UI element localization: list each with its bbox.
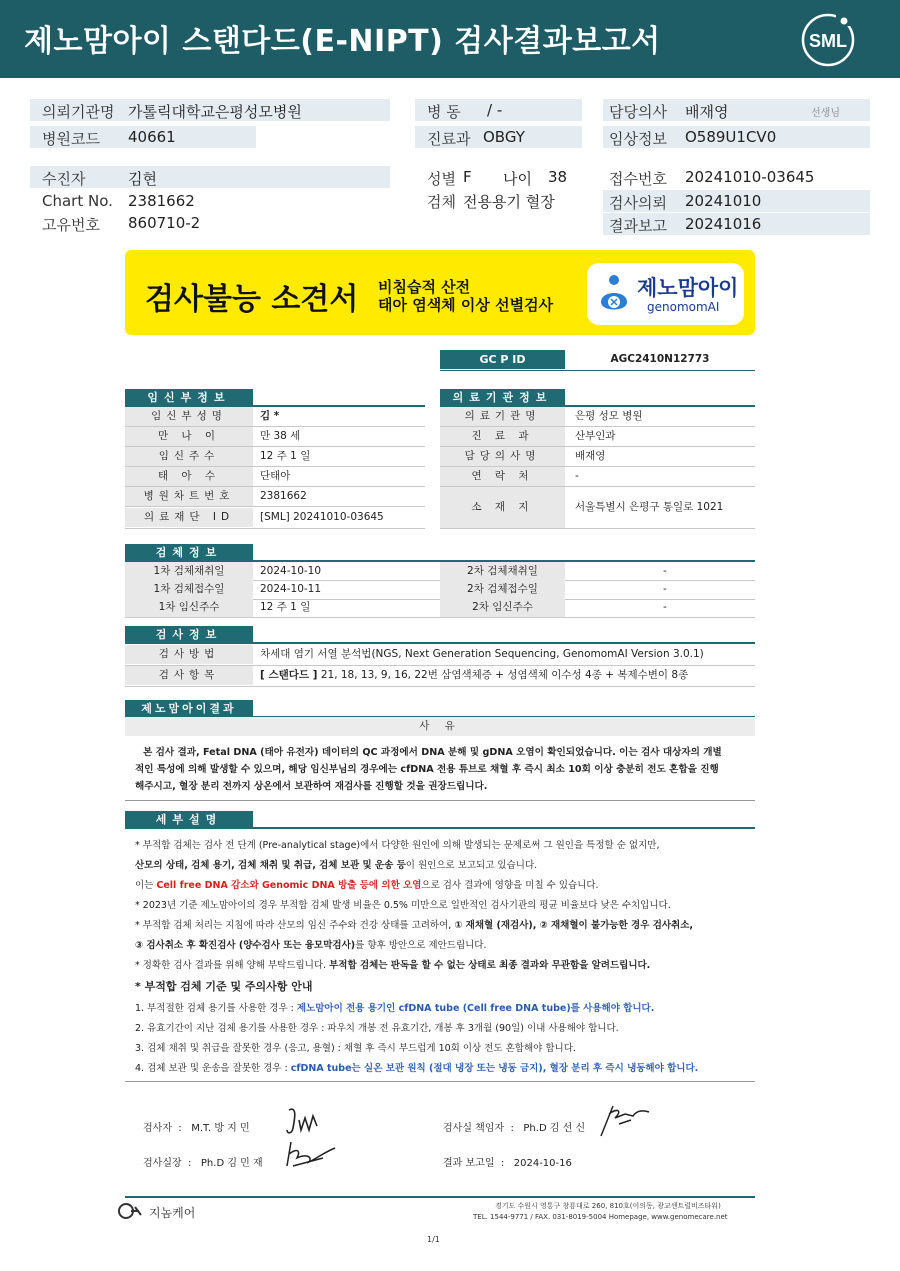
sml-logo [800, 12, 856, 68]
footer-address: 경기도 수원시 영통구 창룡대로 260, 810호(이의동, 광교센트럴비즈타워) [495, 1202, 721, 1210]
result-line-1: 본 검사 결과, Fetal DNA (태아 유전자) 데이터의 QC 과정에서 DNA 분해 및 gDNA 오염이 확인되었습니다. 이는 검사 대상자의 개별 [143, 747, 722, 758]
report-date-field: 결과보고 20241016 [603, 213, 870, 235]
details-header: 세부설명 [125, 811, 253, 828]
result-line-2: 적인 특성에 의해 발생할 수 있으며, 해당 임신부님의 경우에는 cfDNA 전용 튜브로 채혈 후 즉시 최소 10회 이상 충분히 전도 혼합을 진행 [135, 764, 719, 775]
responsible-signature [597, 1100, 653, 1140]
chart-no-field: Chart No. 2381662 [42, 192, 195, 210]
department-field: 진료과 OBGY [415, 126, 582, 148]
pregnant-info-header: 임신부정보 [125, 389, 253, 406]
ward-field: 병 동 / - [415, 99, 582, 121]
page-number: 1/1 [427, 1235, 440, 1244]
report-banner [125, 250, 755, 335]
banner-subtitle-2: 태아 염색체 이상 선별검사 [378, 296, 554, 314]
footer-contact: TEL. 1544-9771 / FAX. 031-8019-5004 Homepage, www.genomecare.net [473, 1213, 728, 1221]
lab-head-signature [283, 1136, 341, 1172]
examinee-field: 수진자 김현 [30, 166, 390, 188]
banner-title: 검사불능 소견서 [145, 282, 359, 317]
reason-label: 사 유 [125, 717, 755, 736]
hospital-code-field: 병원코드 40661 [30, 126, 256, 148]
receipt-no-field: 접수번호 20241010-03645 [609, 168, 815, 188]
genomom-logo-icon [595, 272, 633, 316]
gcpid-label: GC P ID [440, 350, 565, 369]
sex-age-field: 성별 F 나이 38 [427, 168, 568, 188]
medical-info-header: 의료기관정보 [440, 389, 565, 406]
institution-field: 의뢰기관명 가톨릭대학교은평성모병원 [30, 99, 390, 121]
specimen-field: 검체 전용용기 혈장 [427, 193, 555, 211]
tester-signature [283, 1104, 327, 1140]
footer-company: 지놈케어 [149, 1206, 196, 1220]
page-title: 제노맘아이 스탠다드(E-NIPT) 검사결과보고서 [24, 24, 661, 59]
result-header: 제노맘아이결과 [125, 700, 253, 717]
report-header [0, 0, 900, 78]
request-date-field: 검사의뢰 20241010 [603, 190, 870, 212]
unique-no-field: 고유번호 860710-2 [42, 214, 201, 234]
result-line-3: 해주시고, 혈장 분리 전까지 상온에서 보관하여 재검사를 진행할 것을 권장드립니다. [135, 781, 488, 792]
banner-subtitle-1: 비침습적 산전 [378, 278, 471, 296]
doctor-field: 담당의사 배재영 선생님 [603, 99, 870, 121]
test-info-header: 검사정보 [125, 626, 253, 643]
genomecare-logo-icon [117, 1201, 147, 1221]
genomom-logo: 제노맘아이 genomomAI [587, 263, 744, 325]
gcpid-value: AGC2410N12773 [610, 353, 710, 365]
svg-text:SML: SML [809, 31, 847, 51]
clinical-info-field: 임상정보 O589U1CV0 [603, 126, 870, 148]
specimen-info-header: 검체정보 [125, 544, 253, 561]
